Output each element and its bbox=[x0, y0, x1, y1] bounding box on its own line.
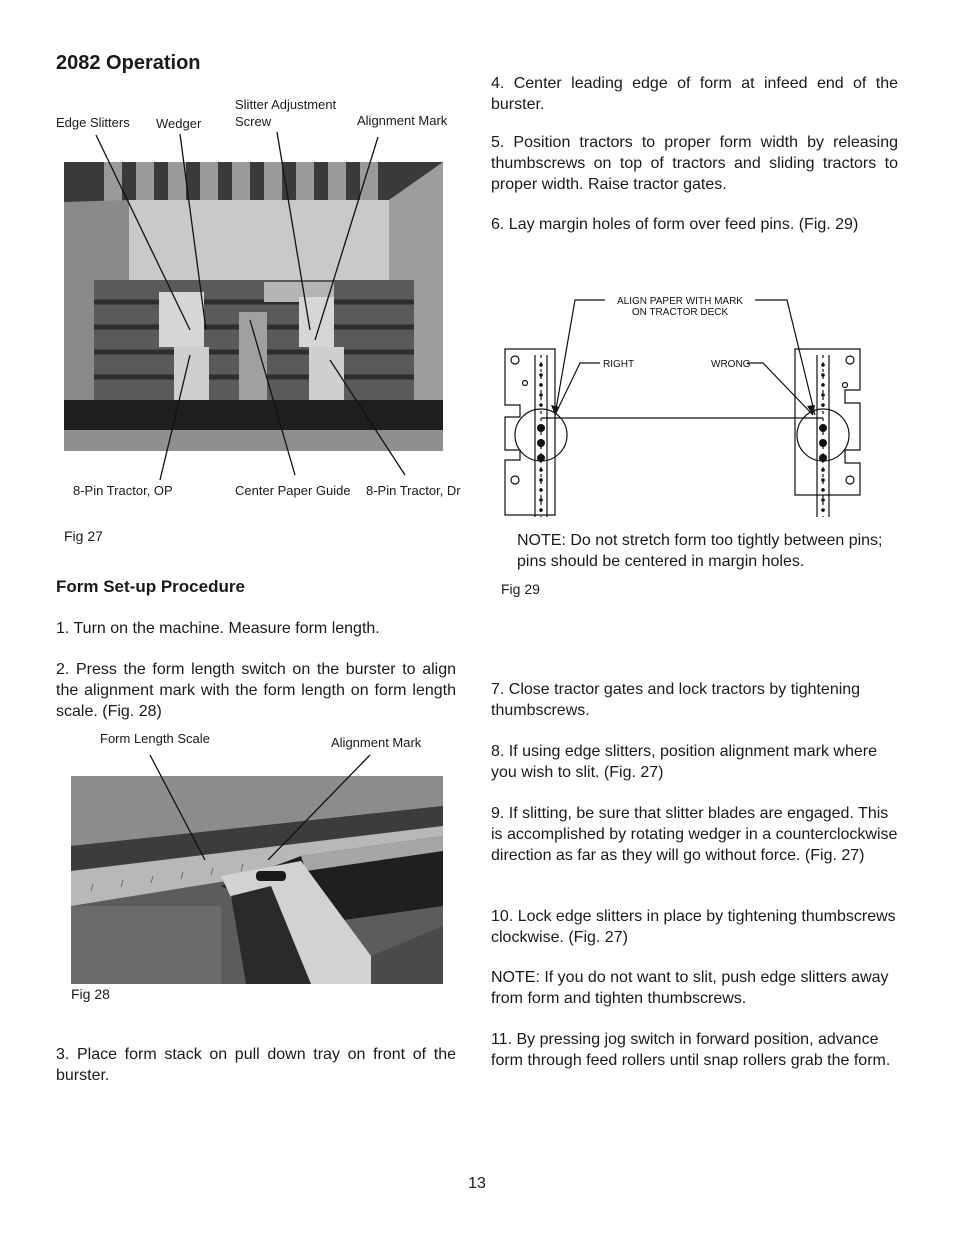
step-3: 3. Place form stack on pull down tray on front of the burster. bbox=[56, 1046, 456, 1084]
step-6: 6. Lay margin holes of form over feed pins. (Fig. 29) bbox=[491, 216, 859, 233]
label-form-length-scale: Form Length Scale bbox=[100, 731, 210, 746]
label-center-paper-guide: Center Paper Guide bbox=[235, 483, 351, 498]
fig27-caption: Fig 27 bbox=[64, 528, 103, 544]
label-tractor-op: 8-Pin Tractor, OP bbox=[73, 483, 173, 498]
label-alignment-mark-fig27: Alignment Mark bbox=[357, 113, 448, 128]
fig29-label-align-line1: ALIGN PAPER WITH MARK bbox=[617, 296, 743, 307]
fig29-caption: Fig 29 bbox=[501, 581, 540, 597]
step-2: 2. Press the form length switch on the burster to align the alignment mark with the form length on form length scale. (Fig. 28) bbox=[56, 661, 456, 720]
page-title: 2082 Operation bbox=[56, 52, 201, 74]
label-tractor-dr: 8-Pin Tractor, Dr bbox=[366, 483, 461, 498]
fig29-label-align-line2: ON TRACTOR DECK bbox=[631, 307, 729, 318]
step-10: 10. Lock edge slitters in place by tightening thumbscrews clockwise. (Fig. 27) bbox=[491, 908, 896, 946]
step-11: 11. By pressing jog switch in forward position, advance form through feed rollers until snap rollers grab the form. bbox=[491, 1031, 891, 1069]
step-5: 5. Position tractors to proper form width by releasing thumbscrews on top of tractors and sliding tractors to proper width. Raise tractor gates. bbox=[491, 134, 898, 193]
fig29-label-wrong: WRONG bbox=[711, 359, 751, 370]
step-7: 7. Close tractor gates and lock tractors by tightening thumbscrews. bbox=[491, 681, 861, 719]
fig29-diagram bbox=[495, 285, 870, 525]
step-8: 8. If using edge slitters, position alignment mark where you wish to slit. (Fig. 27) bbox=[491, 743, 877, 781]
fig29-label-right: RIGHT bbox=[603, 359, 635, 370]
label-wedger: Wedger bbox=[156, 116, 202, 131]
step-4: 4. Center leading edge of form at infeed end of the burster. bbox=[491, 75, 898, 113]
step-1: 1. Turn on the machine. Measure form length. bbox=[56, 620, 380, 637]
label-edge-slitters: Edge Slitters bbox=[56, 115, 130, 130]
step-9: 9. If slitting, be sure that slitter blades are engaged. This is accomplished by rotating wedger in a counterclockwise direction as far as they will go without force. (Fig. 27) bbox=[491, 805, 898, 864]
label-alignment-mark-fig28: Alignment Mark bbox=[331, 735, 422, 750]
fig29-note: NOTE: Do not stretch form too tightly between pins; pins should be centered in margin holes. bbox=[517, 532, 883, 570]
page-number: 13 bbox=[468, 1175, 486, 1192]
form-setup-heading: Form Set-up Procedure bbox=[56, 577, 245, 596]
label-slitter-adjustment-screw: Slitter Adjustment Screw bbox=[235, 97, 337, 129]
fig28-caption: Fig 28 bbox=[71, 986, 110, 1002]
note-slit: NOTE: If you do not want to slit, push edge slitters away from form and tighten thumbscrews. bbox=[491, 969, 889, 1007]
